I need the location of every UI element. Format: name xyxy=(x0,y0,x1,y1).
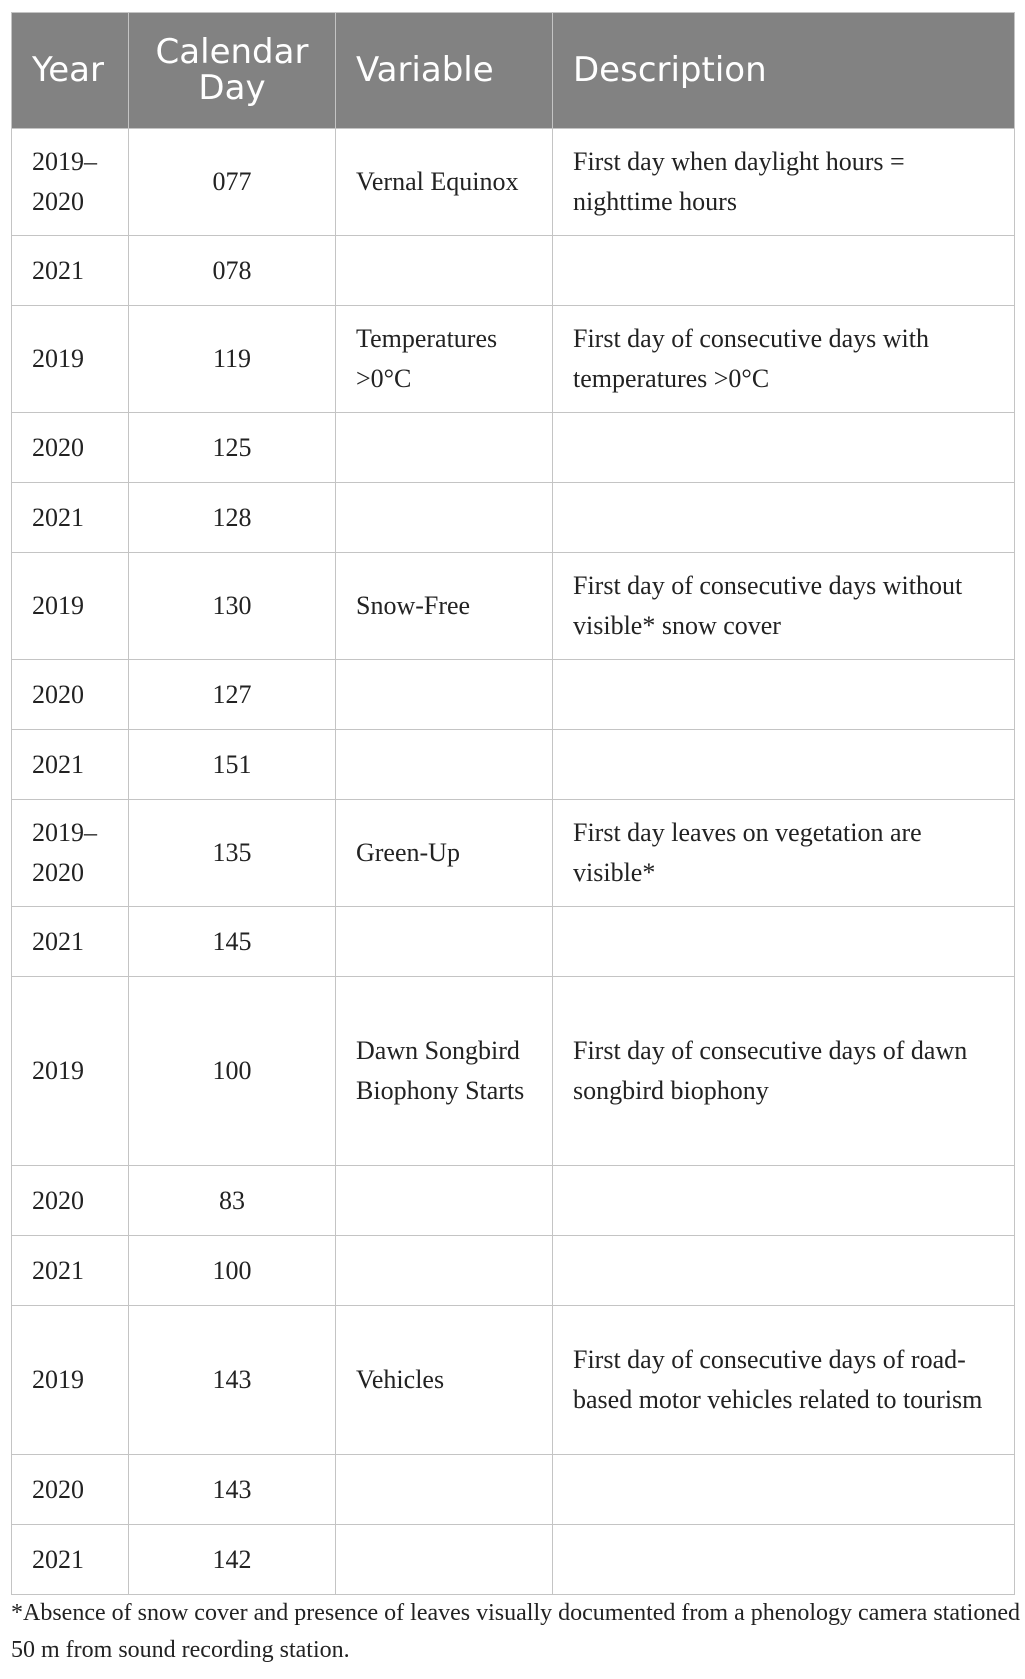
cell-day: 83 xyxy=(129,1166,336,1236)
cell-day: 142 xyxy=(129,1525,336,1595)
cell-description: First day leaves on vegetation are visible* xyxy=(553,800,1015,907)
table-row xyxy=(12,1306,1015,1455)
cell-year: 2019 xyxy=(12,977,129,1166)
cell-variable xyxy=(336,483,553,553)
cell-variable: Dawn Songbird Biophony Starts xyxy=(336,977,553,1166)
cell-variable: Vernal Equinox xyxy=(336,129,553,236)
cell-day: 078 xyxy=(129,236,336,306)
cell-variable xyxy=(336,1455,553,1525)
header-description: Description xyxy=(553,13,1015,129)
cell-day: 128 xyxy=(129,483,336,553)
cell-year: 2019–2020 xyxy=(12,800,129,907)
cell-variable xyxy=(336,1166,553,1236)
cell-description xyxy=(553,730,1015,800)
cell-year: 2021 xyxy=(12,236,129,306)
cell-year: 2020 xyxy=(12,413,129,483)
cell-description xyxy=(553,1525,1015,1595)
cell-day: 130 xyxy=(129,553,336,660)
cell-day: 143 xyxy=(129,1455,336,1525)
cell-description: First day of consecutive days without visible* snow cover xyxy=(553,553,1015,660)
table-footnote: *Absence of snow cover and presence of leaves visually documented from a phenology camera stationed 50 m from sound recording station. xyxy=(11,1600,1020,1663)
cell-year: 2019 xyxy=(12,553,129,660)
cell-description: First day of consecutive days with temperatures >0°C xyxy=(553,306,1015,413)
table-row xyxy=(12,236,1015,306)
cell-day: 077 xyxy=(129,129,336,236)
cell-year: 2020 xyxy=(12,1455,129,1525)
table-row xyxy=(12,730,1015,800)
cell-description xyxy=(553,907,1015,977)
cell-variable xyxy=(336,907,553,977)
header-calendar-day: Calendar Day xyxy=(129,13,336,129)
cell-description xyxy=(553,1236,1015,1306)
cell-year: 2019–2020 xyxy=(12,129,129,236)
cell-variable: Temperatures >0°C xyxy=(336,306,553,413)
phenology-table xyxy=(11,12,1015,1595)
cell-variable xyxy=(336,1525,553,1595)
cell-variable xyxy=(336,236,553,306)
table-row xyxy=(12,907,1015,977)
cell-description: First day when daylight hours = nighttime hours xyxy=(553,129,1015,236)
header-row xyxy=(12,13,1015,129)
table-row xyxy=(12,483,1015,553)
table-row xyxy=(12,800,1015,907)
cell-day: 100 xyxy=(129,1236,336,1306)
cell-description xyxy=(553,1166,1015,1236)
cell-variable xyxy=(336,413,553,483)
cell-variable: Snow-Free xyxy=(336,553,553,660)
cell-description xyxy=(553,413,1015,483)
cell-year: 2019 xyxy=(12,1306,129,1455)
cell-day: 127 xyxy=(129,660,336,730)
cell-year: 2020 xyxy=(12,1166,129,1236)
table-row xyxy=(12,1166,1015,1236)
cell-variable: Vehicles xyxy=(336,1306,553,1455)
cell-day: 145 xyxy=(129,907,336,977)
cell-year: 2021 xyxy=(12,730,129,800)
cell-year: 2020 xyxy=(12,660,129,730)
table-row xyxy=(12,413,1015,483)
cell-description xyxy=(553,660,1015,730)
cell-year: 2021 xyxy=(12,483,129,553)
cell-description xyxy=(553,236,1015,306)
cell-variable xyxy=(336,730,553,800)
table-row xyxy=(12,553,1015,660)
cell-day: 100 xyxy=(129,977,336,1166)
cell-year: 2021 xyxy=(12,1236,129,1306)
cell-variable xyxy=(336,660,553,730)
cell-day: 143 xyxy=(129,1306,336,1455)
cell-day: 135 xyxy=(129,800,336,907)
cell-description: First day of consecutive days of road-based motor vehicles related to tourism xyxy=(553,1306,1015,1455)
cell-description xyxy=(553,1455,1015,1525)
table-row xyxy=(12,1525,1015,1595)
cell-year: 2021 xyxy=(12,1525,129,1595)
table-row xyxy=(12,129,1015,236)
cell-day: 151 xyxy=(129,730,336,800)
header-variable: Variable xyxy=(336,13,553,129)
cell-description: First day of consecutive days of dawn songbird biophony xyxy=(553,977,1015,1166)
table-row xyxy=(12,1236,1015,1306)
cell-variable: Green-Up xyxy=(336,800,553,907)
table-row xyxy=(12,306,1015,413)
cell-day: 125 xyxy=(129,413,336,483)
table-row xyxy=(12,977,1015,1166)
table-row xyxy=(12,660,1015,730)
cell-year: 2019 xyxy=(12,306,129,413)
header-year: Year xyxy=(12,13,129,129)
cell-year: 2021 xyxy=(12,907,129,977)
table-row xyxy=(12,1455,1015,1525)
table-container xyxy=(11,12,1014,1595)
cell-day: 119 xyxy=(129,306,336,413)
cell-description xyxy=(553,483,1015,553)
cell-variable xyxy=(336,1236,553,1306)
